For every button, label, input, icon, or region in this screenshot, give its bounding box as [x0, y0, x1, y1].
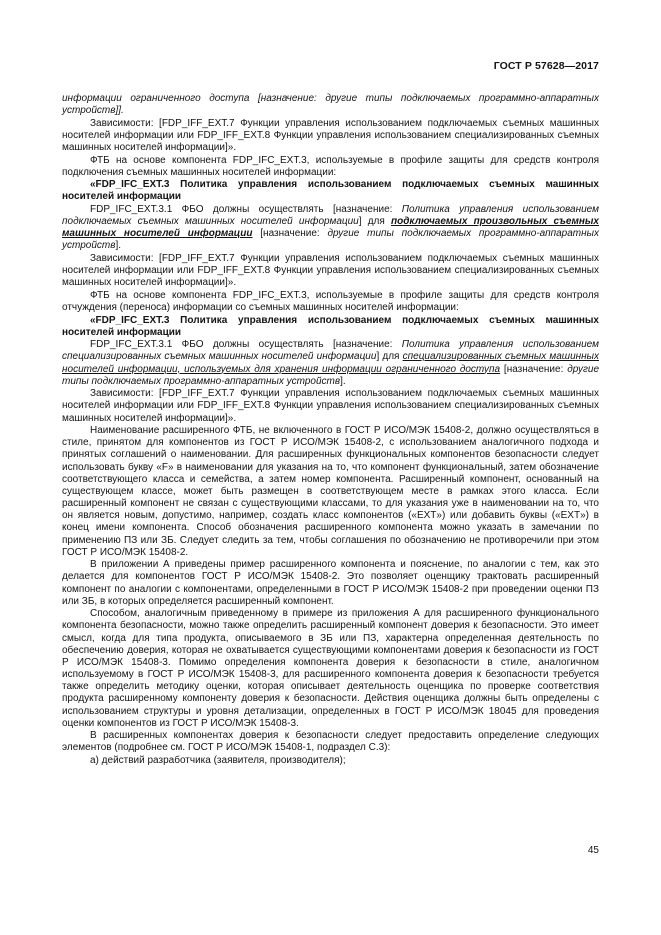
italic-text: Политика управления использованием специализированных съемных машинных носителей информации [62, 339, 599, 363]
paragraph-elements-intro: В расширенных компонентах доверия к безопасности следует предоставить определение следующих элементов (подробнее см. ГОСТ Р ИСО/МЭК 15408-1, подраздел С.3): [62, 730, 599, 754]
paragraph-continuation [62, 93, 599, 117]
page-number: 45 [587, 845, 599, 856]
component-heading-1: «FDP_IFC_EXT.3 Политика управления использованием подключаемых съемных машинных носителей информации [62, 179, 599, 203]
paragraph-naming-rules: Наименование расширенного ФТБ, не включенного в ГОСТ Р ИСО/МЭК 15408-2, должно осуществляться в стиле, принятом для компонентов из ГОСТ Р ИСО/МЭК 15408-2, с использованием аналогичного подхода и принятых соглашений о наименовании. Для расширенных функциональных компонентов безопасности следует использовать букву «F» в наименовании для указания на то, что компонент функциональный, затем обозначение соответствующего класса и семейства, а затем номер компонента. Расширенный компонент, основанный на существующем классе, может быть размещен в соответствующем месте в рамках этого класса. Если расширенный компонент не связан с существующими классами, то для указания уже в наименовании на то, что он является новым, допустимо, например, создать класс компонентов («EXT») или добавить буквы («EXT») в конец имени компонента. Способ обозначения расширенного компонента можно указать в замечании по применению ПЗ или ЗБ. Следует следить за тем, чтобы соглашения по обозначению не противоречили при этом ГОСТ Р ИСО/МЭК 15408-2. [62, 425, 599, 558]
italic-text: информации ограниченного доступа [назначение: другие типы подключаемых программно-аппаратных устройств]]. [62, 93, 599, 117]
italic-text: другие типы подключаемых программно-аппаратных устройств [62, 228, 599, 252]
italic-text: Политика управления использованием подключаемых съемных машинных носителей информации [62, 203, 599, 228]
underlined-text: специализированных съемных машинных носителей информации, используемых для хранения информации ограниченного доступа [62, 351, 599, 375]
underlined-text: подключаемых произвольных съемных машинных носителей информации [62, 216, 599, 240]
paragraph-assurance-components: Способом, аналогичным приведенному в примере из приложения А для расширенного функционального компонента безопасности, можно также определить расширенный компонент доверия к безопасности. Это имеет смысл, когда для типа продукта, описываемого в ЗБ или ПЗ, характерна определенная деятельность по обеспечению доверия, которая не охватывается существующими компонентами доверия к безопасности из ГОСТ Р ИСО/МЭК 15408-3. Помимо определения компонента доверия к безопасности в стиле, аналогичном используемому в ГОСТ Р ИСО/МЭК 15408-3, для расширенного компонента доверия к безопасности требуется также определить методику оценки, которая описывает деятельность оценщика по проверке соответствия продукта расширенному компоненту доверия к безопасности. Действия оценщика должны быть определены с использованием структуры и уровня детализации, определенных в ГОСТ Р ИСО/МЭК 18045 для проведения оценки компонентов из ГОСТ Р ИСО/МЭК 15408-3. [62, 608, 599, 729]
italic-text: другие типы подключаемых программно-аппаратных устройств [62, 363, 599, 387]
paragraph-element-1 [62, 204, 599, 253]
text-run: [назначение: [252, 228, 328, 240]
text-run: ]. [340, 375, 346, 387]
text-run: FDP_IFC_EXT.3.1 ФБО должны осуществлять [назначение: [90, 339, 402, 351]
list-item-a: а) действий разработчика (заявителя, производителя); [90, 754, 346, 766]
paragraph-intro-2: ФТБ на основе компонента FDP_IFC_EXT.3, используемые в профиле защиты для средств контроля отчуждения (переноса) информации со съемных машинных носителей информации: [62, 289, 599, 313]
paragraph-dependencies-1: Зависимости: [FDP_IFF_EXT.7 Функции управления использованием подключаемых съемных машинных носителей информации или FDP_IFF_EXT.8 Функции управления использованием специализированных съемных машинных носителей информации]». [62, 117, 599, 154]
text-run: ] для [376, 351, 403, 363]
component-heading-2: «FDP_IFC_EXT.3 Политика управления использованием подключаемых съемных машинных носителей информации [62, 314, 599, 338]
page-body [62, 93, 599, 767]
text-run: [назначение: [500, 363, 568, 375]
text-run: ] для [358, 216, 391, 228]
standard-designation: ГОСТ Р 57628—2017 [493, 60, 599, 72]
text-run: ]. [115, 240, 122, 252]
paragraph-intro-1: ФТБ на основе компонента FDP_IFC_EXT.3, используемые в профиле защиты для средств контроля подключения съемных машинных носителей информации: [62, 154, 599, 178]
paragraph-dependencies-3: Зависимости: [FDP_IFF_EXT.7 Функции управления использованием подключаемых съемных машинных носителей информации или FDP_IFF_EXT.8 Функции управления использованием специализированных съемных машинных носителей информации]». [62, 388, 599, 424]
paragraph-element-2 [62, 339, 599, 388]
paragraph-dependencies-2: Зависимости: [FDP_IFF_EXT.7 Функции управления использованием подключаемых съемных машинных носителей информации или FDP_IFF_EXT.8 Функции управления использованием специализированных съемных машинных носителей информации]». [62, 252, 599, 289]
text-run: FDP_IFC_EXT.3.1 ФБО должны осуществлять [назначение: [90, 203, 402, 215]
paragraph-appendix-a: В приложении А приведены пример расширенного компонента и пояснение, по аналогии с тем, как это делается для компонентов ГОСТ Р ИСО/МЭК 15408-2. Это позволяет оценщику трактовать расширенный компонент по аналогии с компонентами, определенными в ГОСТ Р ИСО/МЭК 15408-2 при проведении оценки ПЗ или ЗБ, в которых определяется расширенный компонент. [62, 559, 599, 607]
